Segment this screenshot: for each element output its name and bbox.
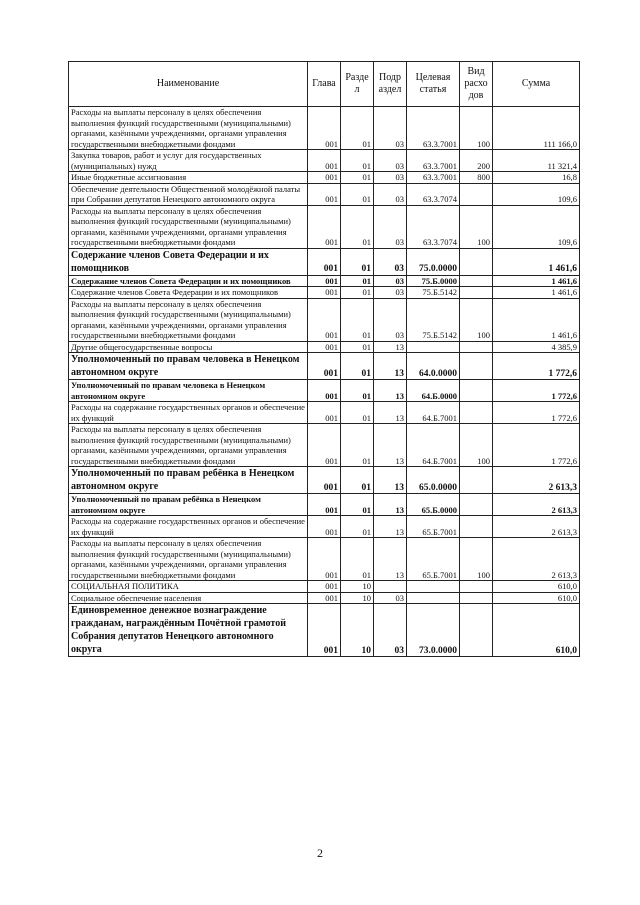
cell-sum: 1 772,6 bbox=[493, 424, 580, 467]
header-podrazdel: Подр аздел bbox=[374, 62, 407, 107]
table-row bbox=[69, 538, 580, 581]
cell-name: Иные бюджетные ассигнования bbox=[69, 172, 308, 184]
table-row bbox=[69, 275, 580, 287]
cell-vid bbox=[460, 275, 493, 287]
cell-name: Социальное обеспечение населения bbox=[69, 592, 308, 604]
cell-name: Уполномоченный по правам человека в Ненецком автономном округе bbox=[69, 353, 308, 380]
header-vid: Вид расхо дов bbox=[460, 62, 493, 107]
cell-sum: 1 461,6 bbox=[493, 275, 580, 287]
cell-podrazdel: 03 bbox=[374, 604, 407, 657]
table-row bbox=[69, 353, 580, 380]
cell-podrazdel: 13 bbox=[374, 494, 407, 516]
cell-razdel: 01 bbox=[341, 275, 374, 287]
cell-podrazdel: 13 bbox=[374, 467, 407, 494]
cell-name: Расходы на содержание государственных органов и обеспечение их функций bbox=[69, 516, 308, 538]
cell-vid bbox=[460, 287, 493, 299]
cell-razdel: 01 bbox=[341, 183, 374, 205]
table-row bbox=[69, 380, 580, 402]
header-glava: Глава bbox=[308, 62, 341, 107]
cell-name: Закупка товаров, работ и услуг для государственных (муниципальных) нужд bbox=[69, 150, 308, 172]
cell-target bbox=[407, 581, 460, 593]
cell-name: Уполномоченный по правам ребёнка в Ненецком автономном округе bbox=[69, 494, 308, 516]
cell-target: 73.0.0000 bbox=[407, 604, 460, 657]
cell-razdel: 01 bbox=[341, 402, 374, 424]
cell-glava: 001 bbox=[308, 424, 341, 467]
cell-glava: 001 bbox=[308, 380, 341, 402]
cell-name: Содержание членов Совета Федерации и их помощников bbox=[69, 287, 308, 299]
cell-glava: 001 bbox=[308, 538, 341, 581]
table-row bbox=[69, 172, 580, 184]
cell-sum: 1 772,6 bbox=[493, 402, 580, 424]
cell-podrazdel: 13 bbox=[374, 341, 407, 353]
table-row bbox=[69, 402, 580, 424]
cell-razdel: 01 bbox=[341, 494, 374, 516]
cell-target: 65.Б.7001 bbox=[407, 538, 460, 581]
cell-razdel: 01 bbox=[341, 172, 374, 184]
cell-razdel: 01 bbox=[341, 380, 374, 402]
cell-target: 65.Б.7001 bbox=[407, 516, 460, 538]
cell-sum: 1 461,6 bbox=[493, 287, 580, 299]
cell-razdel: 01 bbox=[341, 341, 374, 353]
cell-razdel: 01 bbox=[341, 205, 374, 248]
table-row bbox=[69, 424, 580, 467]
cell-vid: 100 bbox=[460, 205, 493, 248]
cell-target: 63.3.7001 bbox=[407, 172, 460, 184]
table-row bbox=[69, 494, 580, 516]
table-row bbox=[69, 205, 580, 248]
cell-razdel: 01 bbox=[341, 467, 374, 494]
cell-razdel: 10 bbox=[341, 592, 374, 604]
cell-glava: 001 bbox=[308, 275, 341, 287]
cell-sum: 4 385,9 bbox=[493, 341, 580, 353]
header-razdel: Разде л bbox=[341, 62, 374, 107]
cell-target bbox=[407, 592, 460, 604]
cell-target: 75.Б.0000 bbox=[407, 275, 460, 287]
cell-name: Расходы на выплаты персоналу в целях обеспечения выполнения функций государственными (муниципальными) органами, казёнными учреждениями, органами управления государственными внебюджетными фондами bbox=[69, 107, 308, 150]
header-name: Наименование bbox=[69, 62, 308, 107]
cell-razdel: 01 bbox=[341, 248, 374, 275]
cell-name: СОЦИАЛЬНАЯ ПОЛИТИКА bbox=[69, 581, 308, 593]
cell-name: Единовременное денежное вознаграждение гражданам, награждённым Почётной грамотой Собрания депутатов Ненецкого автономного округа bbox=[69, 604, 308, 657]
cell-name: Обеспечение деятельности Общественной молодёжной палаты при Собрании депутатов Ненецкого автономного округа bbox=[69, 183, 308, 205]
cell-target: 75.0.0000 bbox=[407, 248, 460, 275]
table-row bbox=[69, 107, 580, 150]
cell-glava: 001 bbox=[308, 604, 341, 657]
cell-sum: 2 613,3 bbox=[493, 516, 580, 538]
cell-sum: 610,0 bbox=[493, 592, 580, 604]
cell-name: Содержание членов Совета Федерации и их помощников bbox=[69, 275, 308, 287]
cell-glava: 001 bbox=[308, 150, 341, 172]
cell-glava: 001 bbox=[308, 205, 341, 248]
cell-target: 65.0.0000 bbox=[407, 467, 460, 494]
cell-target: 64.Б.7001 bbox=[407, 424, 460, 467]
cell-name: Уполномоченный по правам ребёнка в Ненецком автономном округе bbox=[69, 467, 308, 494]
cell-glava: 001 bbox=[308, 287, 341, 299]
cell-name: Расходы на выплаты персоналу в целях обеспечения выполнения функций государственными (муниципальными) органами, казёнными учреждениями, органами управления государственными внебюджетными фондами bbox=[69, 298, 308, 341]
table-row bbox=[69, 248, 580, 275]
cell-razdel: 01 bbox=[341, 287, 374, 299]
cell-glava: 001 bbox=[308, 298, 341, 341]
cell-vid bbox=[460, 380, 493, 402]
cell-podrazdel: 13 bbox=[374, 402, 407, 424]
cell-razdel: 01 bbox=[341, 150, 374, 172]
cell-sum: 111 166,0 bbox=[493, 107, 580, 150]
table-header-row bbox=[69, 62, 580, 107]
table-row bbox=[69, 467, 580, 494]
cell-razdel: 01 bbox=[341, 516, 374, 538]
cell-name: Другие общегосударственные вопросы bbox=[69, 341, 308, 353]
cell-target: 64.0.0000 bbox=[407, 353, 460, 380]
cell-razdel: 01 bbox=[341, 538, 374, 581]
cell-vid bbox=[460, 467, 493, 494]
cell-podrazdel bbox=[374, 581, 407, 593]
cell-glava: 001 bbox=[308, 581, 341, 593]
cell-glava: 001 bbox=[308, 494, 341, 516]
cell-glava: 001 bbox=[308, 467, 341, 494]
cell-name: Содержание членов Совета Федерации и их помощников bbox=[69, 248, 308, 275]
cell-target: 63.3.7001 bbox=[407, 107, 460, 150]
cell-target: 63.3.7074 bbox=[407, 183, 460, 205]
table-row bbox=[69, 604, 580, 657]
cell-vid: 100 bbox=[460, 107, 493, 150]
cell-vid bbox=[460, 183, 493, 205]
cell-podrazdel: 03 bbox=[374, 592, 407, 604]
cell-podrazdel: 03 bbox=[374, 248, 407, 275]
cell-podrazdel: 03 bbox=[374, 275, 407, 287]
cell-glava: 001 bbox=[308, 353, 341, 380]
table-body bbox=[69, 107, 580, 657]
cell-glava: 001 bbox=[308, 183, 341, 205]
table-row bbox=[69, 298, 580, 341]
cell-vid bbox=[460, 581, 493, 593]
cell-target: 64.Б.7001 bbox=[407, 402, 460, 424]
cell-podrazdel: 13 bbox=[374, 380, 407, 402]
cell-vid bbox=[460, 592, 493, 604]
cell-vid bbox=[460, 516, 493, 538]
table-row bbox=[69, 183, 580, 205]
cell-target: 65.Б.0000 bbox=[407, 494, 460, 516]
cell-podrazdel: 03 bbox=[374, 298, 407, 341]
cell-sum: 109,6 bbox=[493, 183, 580, 205]
cell-sum: 1 461,6 bbox=[493, 248, 580, 275]
cell-razdel: 01 bbox=[341, 424, 374, 467]
cell-sum: 1 772,6 bbox=[493, 380, 580, 402]
table-row bbox=[69, 150, 580, 172]
header-sum: Сумма bbox=[493, 62, 580, 107]
cell-target: 64.Б.0000 bbox=[407, 380, 460, 402]
header-target: Целевая статья bbox=[407, 62, 460, 107]
cell-vid: 800 bbox=[460, 172, 493, 184]
cell-vid bbox=[460, 341, 493, 353]
cell-target bbox=[407, 341, 460, 353]
cell-name: Расходы на выплаты персоналу в целях обеспечения выполнения функций государственными (муниципальными) органами, казёнными учреждениями, органами управления государственными внебюджетными фондами bbox=[69, 424, 308, 467]
page-number: 2 bbox=[317, 846, 323, 860]
budget-table bbox=[68, 61, 580, 657]
cell-podrazdel: 03 bbox=[374, 172, 407, 184]
cell-sum: 2 613,3 bbox=[493, 467, 580, 494]
table-row bbox=[69, 287, 580, 299]
cell-vid: 100 bbox=[460, 538, 493, 581]
cell-glava: 001 bbox=[308, 107, 341, 150]
cell-podrazdel: 03 bbox=[374, 107, 407, 150]
cell-razdel: 10 bbox=[341, 604, 374, 657]
cell-target: 63.3.7074 bbox=[407, 205, 460, 248]
cell-razdel: 01 bbox=[341, 353, 374, 380]
cell-sum: 610,0 bbox=[493, 581, 580, 593]
cell-target: 75.Б.5142 bbox=[407, 287, 460, 299]
cell-podrazdel: 13 bbox=[374, 424, 407, 467]
cell-sum: 2 613,3 bbox=[493, 494, 580, 516]
table-row bbox=[69, 341, 580, 353]
cell-glava: 001 bbox=[308, 248, 341, 275]
cell-glava: 001 bbox=[308, 592, 341, 604]
cell-podrazdel: 03 bbox=[374, 150, 407, 172]
cell-name: Расходы на выплаты персоналу в целях обеспечения выполнения функций государственными (муниципальными) органами, казёнными учреждениями, органами управления государственными внебюджетными фондами bbox=[69, 538, 308, 581]
cell-name: Уполномоченный по правам человека в Ненецком автономном округе bbox=[69, 380, 308, 402]
cell-vid: 200 bbox=[460, 150, 493, 172]
cell-sum: 2 613,3 bbox=[493, 538, 580, 581]
cell-name: Расходы на содержание государственных органов и обеспечение их функций bbox=[69, 402, 308, 424]
table-row bbox=[69, 516, 580, 538]
cell-vid bbox=[460, 604, 493, 657]
cell-razdel: 01 bbox=[341, 298, 374, 341]
cell-sum: 1 461,6 bbox=[493, 298, 580, 341]
cell-vid: 100 bbox=[460, 424, 493, 467]
cell-podrazdel: 03 bbox=[374, 205, 407, 248]
cell-glava: 001 bbox=[308, 402, 341, 424]
cell-target: 63.3.7001 bbox=[407, 150, 460, 172]
cell-sum: 16,8 bbox=[493, 172, 580, 184]
cell-vid bbox=[460, 353, 493, 380]
cell-podrazdel: 13 bbox=[374, 516, 407, 538]
cell-sum: 610,0 bbox=[493, 604, 580, 657]
cell-sum: 109,6 bbox=[493, 205, 580, 248]
cell-vid bbox=[460, 248, 493, 275]
cell-vid: 100 bbox=[460, 298, 493, 341]
cell-podrazdel: 03 bbox=[374, 183, 407, 205]
cell-glava: 001 bbox=[308, 172, 341, 184]
cell-name: Расходы на выплаты персоналу в целях обеспечения выполнения функций государственными (муниципальными) органами, казёнными учреждениями, органами управления государственными внебюджетными фондами bbox=[69, 205, 308, 248]
cell-glava: 001 bbox=[308, 516, 341, 538]
cell-vid bbox=[460, 402, 493, 424]
cell-podrazdel: 13 bbox=[374, 538, 407, 581]
cell-sum: 11 321,4 bbox=[493, 150, 580, 172]
cell-vid bbox=[460, 494, 493, 516]
cell-podrazdel: 13 bbox=[374, 353, 407, 380]
cell-glava: 001 bbox=[308, 341, 341, 353]
cell-podrazdel: 03 bbox=[374, 287, 407, 299]
cell-target: 75.Б.5142 bbox=[407, 298, 460, 341]
table-row bbox=[69, 592, 580, 604]
cell-sum: 1 772,6 bbox=[493, 353, 580, 380]
table-row bbox=[69, 581, 580, 593]
cell-razdel: 01 bbox=[341, 107, 374, 150]
cell-razdel: 10 bbox=[341, 581, 374, 593]
